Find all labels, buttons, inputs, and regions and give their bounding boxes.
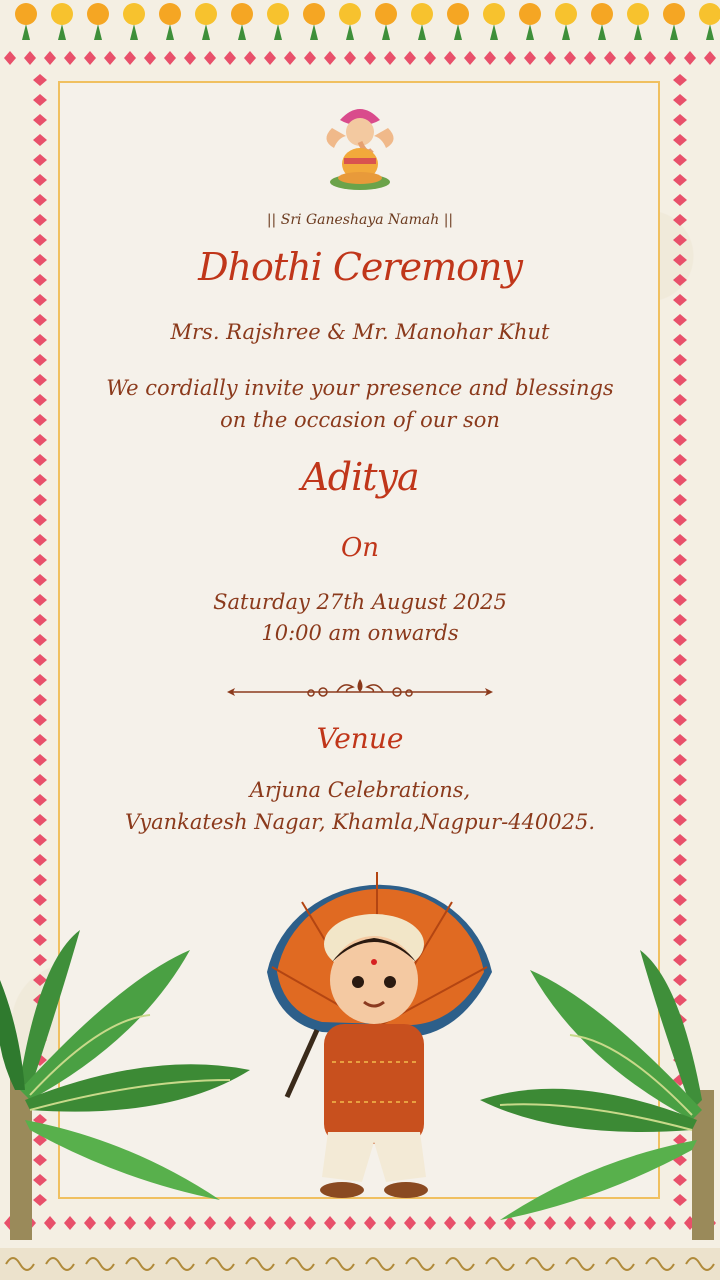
border-diamond bbox=[673, 874, 687, 886]
border-diamond bbox=[284, 1216, 296, 1230]
border-diamond bbox=[33, 354, 47, 366]
border-diamond bbox=[33, 374, 47, 386]
border-diamond bbox=[33, 894, 47, 906]
banana-leaves-right bbox=[480, 940, 720, 1240]
marigold-flower bbox=[303, 3, 325, 25]
border-diamond bbox=[33, 74, 47, 86]
border-diamond bbox=[33, 794, 47, 806]
border-diamond bbox=[484, 51, 496, 65]
top-diamond-border bbox=[0, 48, 720, 68]
border-diamond bbox=[673, 414, 687, 426]
border-diamond bbox=[264, 51, 276, 65]
border-diamond bbox=[673, 454, 687, 466]
border-diamond bbox=[33, 874, 47, 886]
border-diamond bbox=[304, 1216, 316, 1230]
border-diamond bbox=[104, 51, 116, 65]
border-diamond bbox=[364, 1216, 376, 1230]
garland-leaf bbox=[22, 24, 30, 40]
garland-leaf bbox=[166, 24, 174, 40]
border-diamond bbox=[224, 51, 236, 65]
invitation-line-1: We cordially invite your presence and blessings bbox=[106, 376, 614, 400]
garland-leaf bbox=[58, 24, 66, 40]
border-diamond bbox=[673, 314, 687, 326]
ganesha-icon bbox=[320, 98, 400, 194]
marigold-flower bbox=[699, 3, 720, 25]
border-diamond bbox=[33, 754, 47, 766]
border-diamond bbox=[33, 634, 47, 646]
border-diamond bbox=[524, 51, 536, 65]
garland-leaf bbox=[526, 24, 534, 40]
border-diamond bbox=[673, 594, 687, 606]
border-diamond bbox=[33, 554, 47, 566]
border-diamond bbox=[33, 334, 47, 346]
border-diamond bbox=[673, 154, 687, 166]
border-diamond bbox=[33, 174, 47, 186]
border-diamond bbox=[404, 1216, 416, 1230]
border-diamond bbox=[673, 574, 687, 586]
border-diamond bbox=[673, 174, 687, 186]
marigold-flower bbox=[51, 3, 73, 25]
border-diamond bbox=[344, 51, 356, 65]
marigold-flower bbox=[519, 3, 541, 25]
border-diamond bbox=[673, 134, 687, 146]
border-diamond bbox=[33, 154, 47, 166]
venue-address bbox=[60, 774, 660, 838]
garland-leaf bbox=[130, 24, 138, 40]
border-diamond bbox=[673, 334, 687, 346]
border-diamond bbox=[673, 394, 687, 406]
border-diamond bbox=[424, 1216, 436, 1230]
boy-with-umbrella-illustration bbox=[262, 862, 502, 1202]
garland-leaf bbox=[454, 24, 462, 40]
garland-leaf bbox=[274, 24, 282, 40]
event-date-time bbox=[60, 587, 660, 649]
border-diamond bbox=[673, 734, 687, 746]
border-diamond bbox=[33, 654, 47, 666]
border-diamond bbox=[673, 554, 687, 566]
border-diamond bbox=[673, 654, 687, 666]
border-diamond bbox=[33, 414, 47, 426]
event-date: Saturday 27th August 2025 bbox=[213, 590, 507, 614]
border-diamond bbox=[673, 94, 687, 106]
garland-leaf bbox=[238, 24, 246, 40]
border-diamond bbox=[244, 51, 256, 65]
border-diamond bbox=[673, 214, 687, 226]
garland-leaf bbox=[202, 24, 210, 40]
border-diamond bbox=[33, 694, 47, 706]
border-diamond bbox=[33, 314, 47, 326]
border-diamond bbox=[33, 494, 47, 506]
marigold-flower bbox=[375, 3, 397, 25]
invitation-message bbox=[60, 372, 660, 436]
marigold-flower bbox=[195, 3, 217, 25]
border-diamond bbox=[33, 534, 47, 546]
border-diamond bbox=[673, 694, 687, 706]
border-diamond bbox=[673, 914, 687, 926]
garland-leaf bbox=[598, 24, 606, 40]
marigold-flower bbox=[15, 3, 37, 25]
border-diamond bbox=[164, 51, 176, 65]
garland-leaf bbox=[670, 24, 678, 40]
marigold-flower bbox=[267, 3, 289, 25]
border-diamond bbox=[673, 674, 687, 686]
border-diamond bbox=[33, 294, 47, 306]
border-diamond bbox=[384, 51, 396, 65]
garland-leaf bbox=[634, 24, 642, 40]
garland-leaf bbox=[310, 24, 318, 40]
border-diamond bbox=[673, 714, 687, 726]
border-diamond bbox=[673, 794, 687, 806]
border-diamond bbox=[44, 51, 56, 65]
marigold-flower bbox=[555, 3, 577, 25]
border-diamond bbox=[33, 594, 47, 606]
border-diamond bbox=[33, 614, 47, 626]
banana-leaves-left bbox=[0, 920, 260, 1240]
on-label: On bbox=[340, 533, 380, 563]
invitation-line-2: on the occasion of our son bbox=[220, 408, 500, 432]
bottom-ornamental-border bbox=[0, 1248, 720, 1280]
border-diamond bbox=[673, 274, 687, 286]
garland-leaf bbox=[382, 24, 390, 40]
border-diamond bbox=[673, 294, 687, 306]
border-diamond bbox=[33, 194, 47, 206]
border-diamond bbox=[33, 514, 47, 526]
border-diamond bbox=[673, 234, 687, 246]
border-diamond bbox=[184, 51, 196, 65]
garland-leaf bbox=[418, 24, 426, 40]
border-diamond bbox=[64, 51, 76, 65]
garland-leaf bbox=[346, 24, 354, 40]
border-diamond bbox=[33, 394, 47, 406]
marigold-flower bbox=[447, 3, 469, 25]
border-diamond bbox=[84, 51, 96, 65]
border-diamond bbox=[33, 854, 47, 866]
border-diamond bbox=[24, 51, 36, 65]
child-name: Aditya bbox=[301, 455, 419, 499]
marigold-flower bbox=[627, 3, 649, 25]
event-time: 10:00 am onwards bbox=[261, 621, 459, 645]
border-diamond bbox=[324, 51, 336, 65]
border-diamond bbox=[344, 1216, 356, 1230]
border-diamond bbox=[644, 51, 656, 65]
border-diamond bbox=[673, 374, 687, 386]
border-diamond bbox=[673, 194, 687, 206]
border-diamond bbox=[364, 51, 376, 65]
border-diamond bbox=[673, 254, 687, 266]
marigold-flower bbox=[87, 3, 109, 25]
border-diamond bbox=[33, 454, 47, 466]
border-diamond bbox=[4, 51, 16, 65]
border-diamond bbox=[424, 51, 436, 65]
venue-line-2: Vyankatesh Nagar, Khamla,Nagpur-440025. bbox=[124, 810, 596, 834]
marigold-flower bbox=[663, 3, 685, 25]
border-diamond bbox=[33, 574, 47, 586]
venue-line-1: Arjuna Celebrations, bbox=[249, 778, 471, 802]
border-diamond bbox=[404, 51, 416, 65]
border-diamond bbox=[33, 134, 47, 146]
border-diamond bbox=[33, 274, 47, 286]
border-diamond bbox=[124, 51, 136, 65]
border-diamond bbox=[33, 774, 47, 786]
border-diamond bbox=[673, 514, 687, 526]
border-diamond bbox=[33, 114, 47, 126]
border-diamond bbox=[673, 434, 687, 446]
border-diamond bbox=[673, 774, 687, 786]
border-diamond bbox=[33, 734, 47, 746]
border-diamond bbox=[684, 51, 696, 65]
border-diamond bbox=[564, 51, 576, 65]
border-diamond bbox=[544, 51, 556, 65]
garland-leaf bbox=[490, 24, 498, 40]
border-diamond bbox=[673, 614, 687, 626]
border-diamond bbox=[33, 94, 47, 106]
border-diamond bbox=[324, 1216, 336, 1230]
marigold-flower bbox=[123, 3, 145, 25]
border-diamond bbox=[673, 894, 687, 906]
garland-leaf bbox=[706, 24, 714, 40]
marigold-flower bbox=[159, 3, 181, 25]
border-diamond bbox=[144, 51, 156, 65]
border-diamond bbox=[673, 354, 687, 366]
ceremony-title: Dhothi Ceremony bbox=[198, 245, 522, 289]
border-diamond bbox=[33, 674, 47, 686]
border-diamond bbox=[624, 51, 636, 65]
garland-leaf bbox=[94, 24, 102, 40]
border-diamond bbox=[673, 634, 687, 646]
border-diamond bbox=[444, 51, 456, 65]
border-diamond bbox=[33, 214, 47, 226]
border-diamond bbox=[704, 51, 716, 65]
border-diamond bbox=[673, 74, 687, 86]
garland-leaf bbox=[562, 24, 570, 40]
border-diamond bbox=[264, 1216, 276, 1230]
border-diamond bbox=[444, 1216, 456, 1230]
border-diamond bbox=[673, 814, 687, 826]
border-diamond bbox=[33, 714, 47, 726]
border-diamond bbox=[33, 834, 47, 846]
border-diamond bbox=[464, 1216, 476, 1230]
border-diamond bbox=[304, 51, 316, 65]
invocation-text: || Sri Ganeshaya Namah || bbox=[266, 212, 454, 228]
marigold-flower bbox=[483, 3, 505, 25]
border-diamond bbox=[284, 51, 296, 65]
border-diamond bbox=[584, 51, 596, 65]
ornamental-divider bbox=[225, 675, 495, 705]
border-diamond bbox=[673, 534, 687, 546]
marigold-flower bbox=[591, 3, 613, 25]
border-diamond bbox=[33, 434, 47, 446]
border-diamond bbox=[464, 51, 476, 65]
border-diamond bbox=[33, 814, 47, 826]
border-diamond bbox=[673, 474, 687, 486]
marigold-flower bbox=[231, 3, 253, 25]
marigold-flower bbox=[411, 3, 433, 25]
hosts-names: Mrs. Rajshree & Mr. Manohar Khut bbox=[170, 320, 550, 344]
border-diamond bbox=[604, 51, 616, 65]
border-diamond bbox=[673, 854, 687, 866]
border-diamond bbox=[33, 254, 47, 266]
border-diamond bbox=[33, 234, 47, 246]
border-diamond bbox=[673, 754, 687, 766]
border-diamond bbox=[673, 114, 687, 126]
venue-heading: Venue bbox=[316, 722, 404, 755]
border-diamond bbox=[673, 834, 687, 846]
border-diamond bbox=[33, 474, 47, 486]
marigold-flower bbox=[339, 3, 361, 25]
border-diamond bbox=[664, 51, 676, 65]
border-diamond bbox=[504, 51, 516, 65]
border-diamond bbox=[673, 494, 687, 506]
border-diamond bbox=[384, 1216, 396, 1230]
border-diamond bbox=[204, 51, 216, 65]
